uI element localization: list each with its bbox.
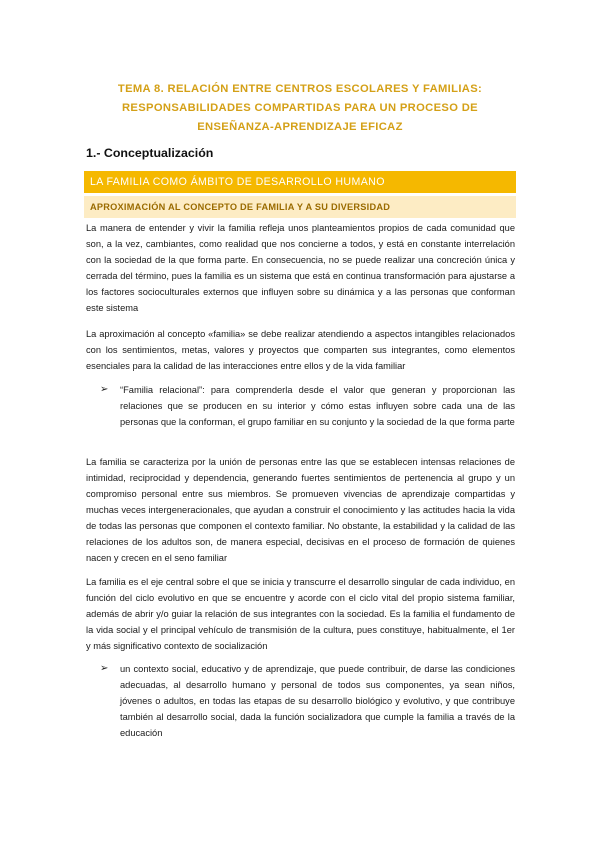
paragraph-2: La aproximación al concepto «familia» se debe realizar atendiendo a aspectos intangibles relacionados con los sentimientos, metas, valores y proyectos que comparten sus integrantes, como elementos esenciales para la calidad de las interacciones entre ellos y de la vida familiar [86,329,515,371]
bullet-text-1: “Familia relacional”: para comprenderla desde el valor que generan y proporcionan las relaciones que se producen en su interior y cómo estas influyen sobre cada una de las personas que la conforman, el grupo familiar en su conjunto y la sociedad de la que forma parte [120,385,515,427]
bullet-item-1 [100,382,515,430]
arrow-bullet-icon: ➢ [100,663,109,674]
bullet-item-2 [100,661,515,741]
paragraph-3: La familia se caracteriza por la unión de personas entre las que se establecen intensas relaciones de intimidad, reciprocidad y dependencia, generando fuertes sentimientos de pertenencia al grupo y un compromiso personal entre sus miembros. Se promueven vivencias de aprendizaje compartidas y muchas veces intergeneracionales, que ayudan a construir el conocimiento y las actitudes hacia la vida de todas las personas que componen el contexto familiar. No obstante, la estabilidad y la calidad de las relaciones de los adultos son, de manera especial, decisivas en el proceso de formación de quienes nacen y crecen en el seno familiar [86,457,515,563]
section-band-sub: APROXIMACIÓN AL CONCEPTO DE FAMILIA Y A SU DIVERSIDAD [84,196,516,218]
document-title: TEMA 8. RELACIÓN ENTRE CENTROS ESCOLARES Y FAMILIAS: RESPONSABILIDADES COMPARTIDAS PARA UN PROCESO DE ENSEÑANZA-APRENDIZAJE EFICAZ [117,83,483,133]
bullet-text-2: un contexto social, educativo y de aprendizaje, que puede contribuir, de darse las condiciones adecuadas, al desarrollo humano y personal de todos sus componentes, ya sean niños, jóvenes o adultos, en todas las etapas de su desarrollo biológico y evolutivo, y que contribuye también al desarrollo social, dada la función socializadora que cumple la familia a través de la educación [120,664,515,738]
paragraph-1: La manera de entender y vivir la familia refleja unos planteamientos propios de cada comunidad que son, a la vez, cambiantes, como realidad que nos concierne a todos, y está en constante interrelación con la sociedad de la que forma parte. En consecuencia, no se puede realizar una concreción única y cerrada del término, pues la familia es un sistema que está en continua transformación para ajustarse a los factores socioculturales externos que influyen sobre su dinámica y a las personas que conforman este sistema [86,223,515,313]
section-heading: 1.- Conceptualización [86,146,214,160]
section-band-main: LA FAMILIA COMO ÁMBITO DE DESARROLLO HUMANO [84,171,516,193]
arrow-bullet-icon: ➢ [100,384,109,395]
paragraph-4: La familia es el eje central sobre el que se inicia y transcurre el desarrollo singular de cada individuo, en función del ciclo evolutivo en que se encuentre y acorde con el ciclo vital del propio sistema familiar, además de abrir y/o guiar la relación de sus integrantes con la sociedad. Es la familia el fundamento de la vida social y el principal vehículo de transmisión de la cultura, pues constituye, habitualmente, el 1er y más significativo contexto de socialización [86,577,515,651]
